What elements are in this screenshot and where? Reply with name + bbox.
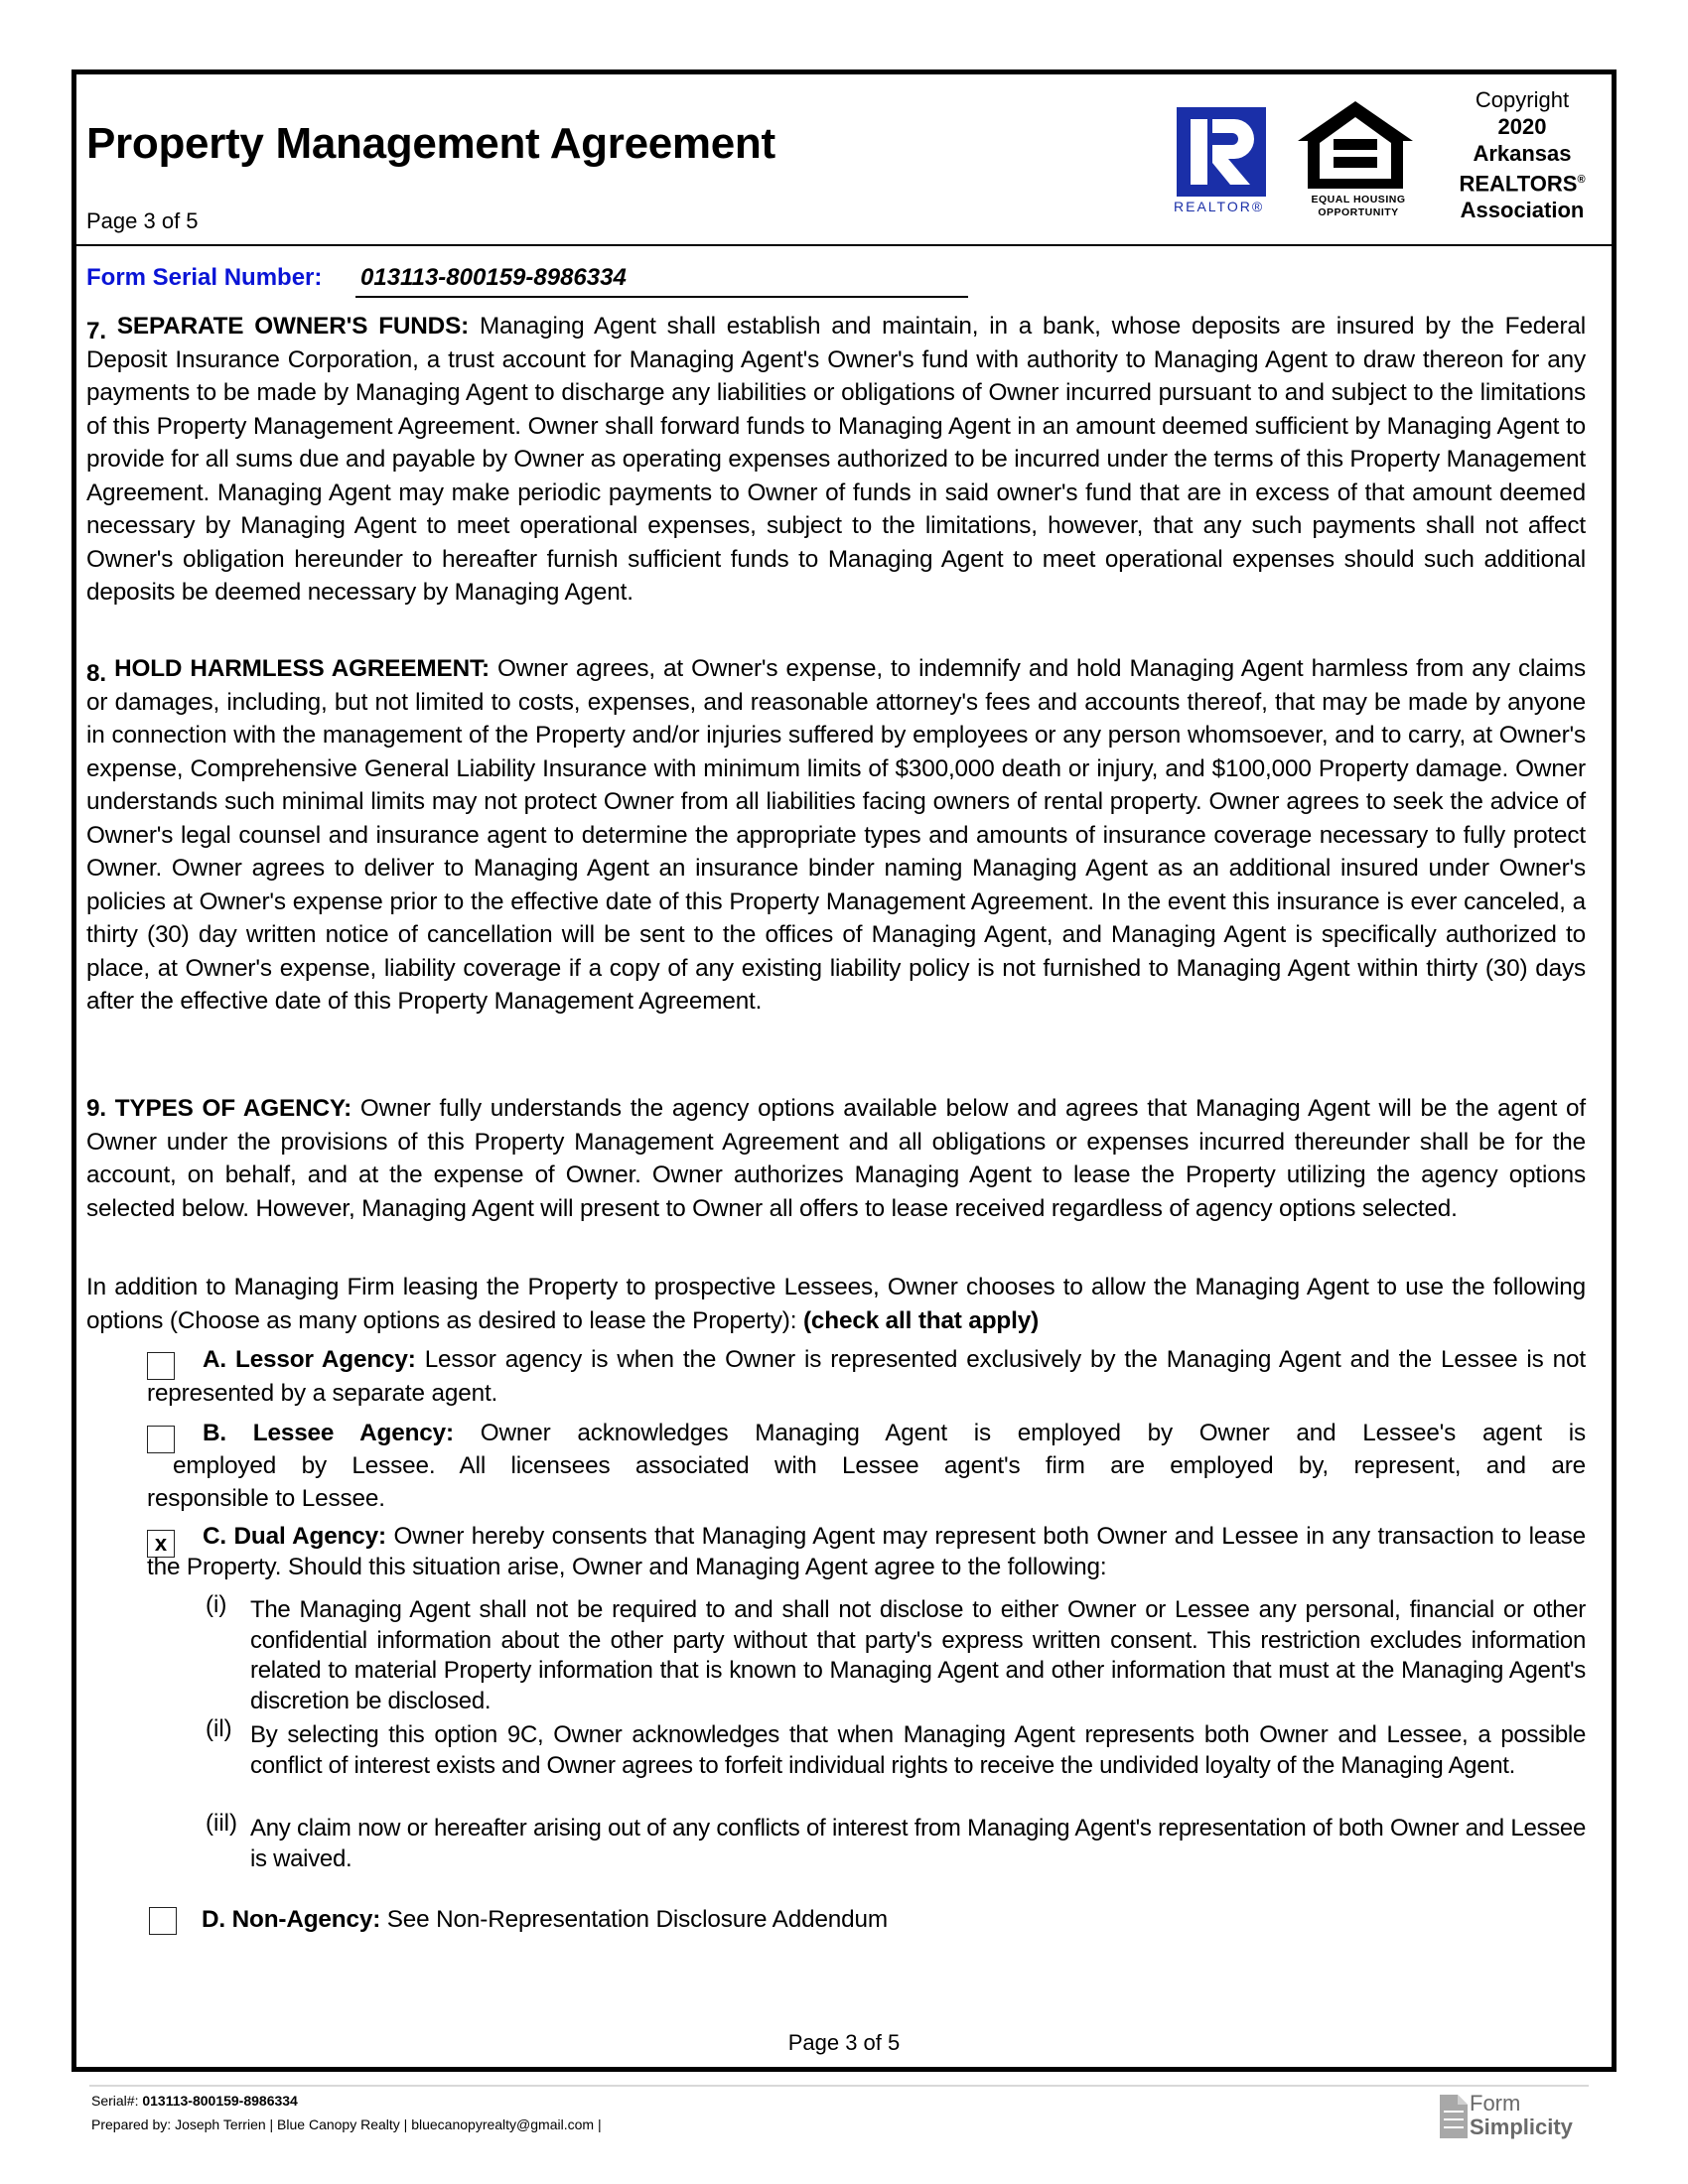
serial-value: 013113-800159-8986334 [360,264,627,291]
subitem-text: By selecting this option 9C, Owner acknowledges that when Managing Agent represents both Owner and Lessee, a possible conflict of interest exists and Owner agrees to forfeit individual rights to receive the undivided loyalty of the Managing Agent. [250,1721,1586,1779]
section-number: 9. [86,1095,106,1122]
option-d-checkbox[interactable] [149,1907,177,1935]
footer-prepared-by [91,2116,602,2132]
section-7 [86,310,1586,610]
copyright-org-line: Association [1460,198,1585,223]
equal-housing-icon [1296,99,1415,194]
subitem-text: The Managing Agent shall not be required to and shall not disclose to either Owner or Lessee any personal, financial or other confidential information about the other party without that party's express written consent. This restriction excludes information related to material Property information that is known to Managing Agent and other information that must at the Managing Agent's discretion be disclosed. [250,1596,1586,1714]
option-b-line2: employed by Lessee. All licensees associated with Lessee agent's firm are employed by, represent, and are [173,1452,1586,1479]
footer-serial-label: Serial#: [91,2093,139,2109]
option-heading: Lessee Agency: [252,1420,454,1446]
section-number: 7. [86,318,106,344]
footer-serial [91,2093,298,2109]
option-letter: B. [203,1420,226,1446]
subitem-label: (iil) [206,1810,237,1837]
option-body: See Non-Representation Disclosure Addendum [386,1906,888,1933]
option-b-line3: responsible to Lessee. [147,1485,385,1512]
option-letter: A. [203,1346,226,1373]
brand-line1: Form [1470,2091,1521,2116]
copyright-realtors: REALTORS [1459,171,1578,197]
registered-mark: ® [1577,174,1586,186]
brand-line2: Simplicity [1470,2115,1573,2139]
section-body: Owner fully understands the agency options available below and agrees that Managing Agent will be the agent of Owner under the provisions of this Property Management Agreement and all obligations or expenses incurred thereunder shall be for the account, on behalf, and at the expense of Owner. Owner authorizes Managing Agent to lease the Property utilizing the agency options selected below. However, Managing Agent will present to Owner all offers to lease received regardless of agency options selected. [86,1095,1587,1222]
page-number-top: Page 3 of 5 [86,208,199,233]
section-body: Owner agrees, at Owner's expense, to indemnify and hold Managing Agent harmless from any claims or damages, including, but not limited to costs, expenses, and reasonable attorney's fees and accounts thereof, that may be made by anyone in connection with the management of the Property and/or injuries suffered by employees or any person whomsoever, and to carry, at Owner's expense, Comprehensive General Liability Insurance with minimum limits of $300,000 death or injury, and $100,000 Property damage. Owner understands such minimal limits may not protect Owner from all liabilities facing owners of rental property. Owner agrees to seek the advice of Owner's legal counsel and insurance agent to determine the appropriate types and amounts of insurance coverage necessary to fully protect Owner. Owner agrees to deliver to Managing Agent an insurance binder naming Managing Agent as an additional insured under Owner's policies at Owner's expense prior to the effective date of this Property Management Agreement. In the event this insurance is ever canceled, a thirty (30) day written notice of cancellation will be sent to the offices of Managing Agent, and Managing Agent is specifically authorized to place, at Owner's expense, liability coverage if a copy of any existing liability policy is not furnished to Managing Agent within thirty (30) days after the effective date of this Property Management Agreement. [86,655,1586,1015]
eho-label-line2: OPPORTUNITY [1318,206,1399,218]
option-d [202,1903,888,1937]
option-heading: Non-Agency: [231,1906,381,1933]
subitem-label: (i) [206,1591,227,1618]
copyright-org-line [1438,167,1607,197]
option-b [147,1417,1586,1450]
option-heading: Lessor Agency: [235,1346,416,1373]
form-serial-row [86,264,627,292]
section-heading: HOLD HARMLESS AGREEMENT: [114,655,490,682]
serial-underline [355,296,968,298]
copyright-year: 2020 [1497,114,1547,139]
option-letter: C. [203,1523,226,1550]
prepared-label: Prepared by: [91,2116,172,2132]
option-body: Lessor agency is when the Owner is represented exclusively by the Managing Agent and the Lessee is not represented by a separate agent. [147,1346,1586,1407]
section-heading: TYPES OF AGENCY: [114,1095,352,1122]
option-c-checkbox[interactable]: x [147,1530,175,1558]
equal-housing-label [1299,194,1418,219]
option-letter: D. [202,1906,225,1933]
form-simplicity-logo [1440,2091,1599,2144]
option-body: Owner hereby consents that Managing Agent may represent both Owner and Lessee in any transaction to lease the Property. Should this situation arise, Owner and Managing Agent agree to the following: [147,1523,1586,1580]
option-a [147,1343,1586,1410]
document-icon [1440,2095,1468,2138]
eho-label-line1: EQUAL HOUSING [1311,194,1406,205]
intro-instruction: (check all that apply) [802,1306,1040,1334]
realtor-logo-label: REALTOR® [1174,199,1265,214]
copyright-org-line: Arkansas [1473,141,1572,166]
header-divider [76,244,1612,246]
copyright-line: Copyright [1475,87,1570,112]
prepared-value: Joseph Terrien | Blue Canopy Realty | bluecanopyrealty@gmail.com | [175,2116,602,2132]
footer-divider [89,2085,1589,2087]
section-heading: SEPARATE OWNER'S FUNDS: [116,313,470,340]
section-8 [86,652,1586,1019]
footer-serial-value: 013113-800159-8986334 [142,2093,298,2109]
option-c [147,1521,1586,1582]
subitem-text: Any claim now or hereafter arising out of any conflicts of interest from Managing Agent's representation of both Owner and Lessee is waived. [250,1815,1586,1872]
realtor-logo-icon [1177,107,1266,205]
section-9 [86,1092,1586,1225]
intro-text: In addition to Managing Firm leasing the Property to prospective Lessees, Owner chooses to allow the Managing Agent to use the following options (Choose as many options as desired to lease the Property): [86,1274,1586,1334]
serial-label: Form Serial Number: [86,264,323,291]
option-heading: Dual Agency: [233,1523,386,1550]
page-number-bottom: Page 3 of 5 [787,2030,901,2055]
subitem-label: (il) [206,1715,232,1742]
section-body: Managing Agent shall establish and maintain, in a bank, whose deposits are insured by the Federal Deposit Insurance Corporation, a trust account for Managing Agent's Owner's fund with authority to Managing Agent to draw thereon for any payments to be made by Managing Agent to discharge any liabilities or obligations of Owner incurred pursuant to and subject to the limitations of this Property Management Agreement. Owner shall forward funds to Managing Agent in an amount deemed sufficient by Managing Agent to provide for all sums due and payable by Owner as operating expenses authorized to be incurred under the terms of this Property Management Agreement. Managing Agent may make periodic payments to Owner of funds in said owner's fund that are in excess of that amount deemed necessary by Managing Agent to meet operational expenses, subject to the limitations, however, that any such payments shall not affect Owner's obligation hereunder to hereafter furnish sufficient funds to Managing Agent to meet operational expenses should such additional deposits be deemed necessary by Managing Agent. [86,313,1587,606]
section-9-intro [86,1271,1586,1337]
option-body: Owner acknowledges Managing Agent is employed by Owner and Lessee's agent is [480,1420,1587,1446]
page-title: Property Management Agreement [86,119,775,168]
section-number: 8. [86,660,106,687]
copyright-block [1438,86,1607,223]
